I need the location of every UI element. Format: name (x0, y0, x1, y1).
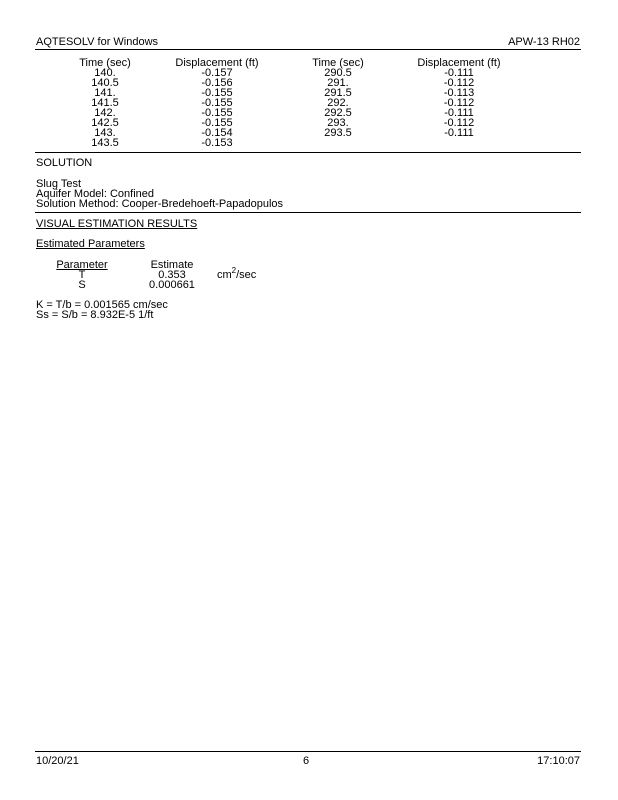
table-cell: -0.111 (444, 67, 474, 79)
column-header: Time (sec) (79, 57, 131, 69)
unit-exponent: 2 (231, 266, 237, 275)
table-cell: 141. (94, 87, 116, 99)
time-column-2 (293, 58, 383, 138)
table-cell: -0.111 (444, 107, 474, 119)
parameter-name: T (78, 269, 86, 281)
table-cell: -0.111 (444, 127, 474, 139)
table-cell: -0.112 (443, 117, 475, 129)
parameter-name: S (78, 279, 86, 291)
table-cell: 291. (327, 77, 349, 89)
table-cell: 290.5 (324, 67, 352, 79)
table-cell: -0.112 (443, 77, 475, 89)
footer-date: 10/20/21 (36, 755, 79, 767)
column-header: Time (sec) (312, 57, 364, 69)
table-cell: -0.155 (201, 97, 233, 109)
table-cell: 293.5 (324, 127, 352, 139)
table-cell: 141.5 (91, 97, 119, 109)
solution-title: SOLUTION (36, 157, 93, 169)
estimate-column (140, 260, 204, 290)
table-divider (35, 152, 581, 153)
transmissivity-unit (217, 266, 257, 281)
footer-page-number: 6 (303, 755, 310, 767)
displacement-column-1 (162, 58, 272, 148)
header-app-name: AQTESOLV for Windows (36, 36, 159, 48)
test-type: Slug Test (36, 178, 82, 190)
table-cell: -0.112 (443, 97, 475, 109)
table-cell: 293. (327, 117, 349, 129)
table-cell: -0.155 (201, 87, 233, 99)
table-cell: 143. (94, 127, 116, 139)
estimate-value: 0.000661 (149, 279, 195, 291)
header-well-id: APW-13 RH02 (508, 36, 580, 48)
solution-divider (35, 212, 581, 213)
table-cell: 140.5 (91, 77, 119, 89)
table-cell: 292.5 (324, 107, 352, 119)
table-cell: 142.5 (91, 117, 119, 129)
footer-divider (35, 751, 581, 752)
table-cell: -0.155 (201, 117, 233, 129)
table-cell: -0.156 (201, 77, 233, 89)
table-cell: 292. (327, 97, 349, 109)
table-cell: -0.153 (201, 137, 233, 149)
time-column-1 (60, 58, 150, 148)
header-divider (35, 49, 581, 50)
table-cell: 143.5 (91, 137, 119, 149)
table-cell: -0.157 (201, 67, 233, 79)
column-header: Displacement (ft) (417, 57, 501, 69)
unit-base: cm (217, 269, 232, 281)
aquifer-model: Aquifer Model: Confined (36, 188, 155, 200)
table-cell: 291.5 (324, 87, 352, 99)
specific-storage: Ss = S/b = 8.932E-5 1/ft (36, 309, 154, 321)
table-cell: -0.155 (201, 107, 233, 119)
estimate-value: 0.353 (158, 269, 186, 281)
table-cell: -0.154 (201, 127, 233, 139)
solution-method: Solution Method: Cooper-Bredehoeft-Papadopulos (36, 198, 284, 210)
parameter-header: Parameter (56, 259, 108, 271)
column-header: Displacement (ft) (175, 57, 259, 69)
parameter-column (50, 260, 114, 290)
footer-time: 17:10:07 (537, 755, 580, 767)
visual-estimation-title: VISUAL ESTIMATION RESULTS (36, 218, 198, 230)
estimated-parameters-title: Estimated Parameters (36, 238, 145, 250)
table-cell: -0.113 (443, 87, 475, 99)
hydraulic-conductivity: K = T/b = 0.001565 cm/sec (36, 299, 168, 311)
table-cell: 142. (94, 107, 116, 119)
unit-rest: /sec (236, 269, 257, 281)
table-cell: 140. (94, 67, 116, 79)
estimate-header: Estimate (150, 259, 194, 271)
displacement-column-2 (404, 58, 514, 138)
